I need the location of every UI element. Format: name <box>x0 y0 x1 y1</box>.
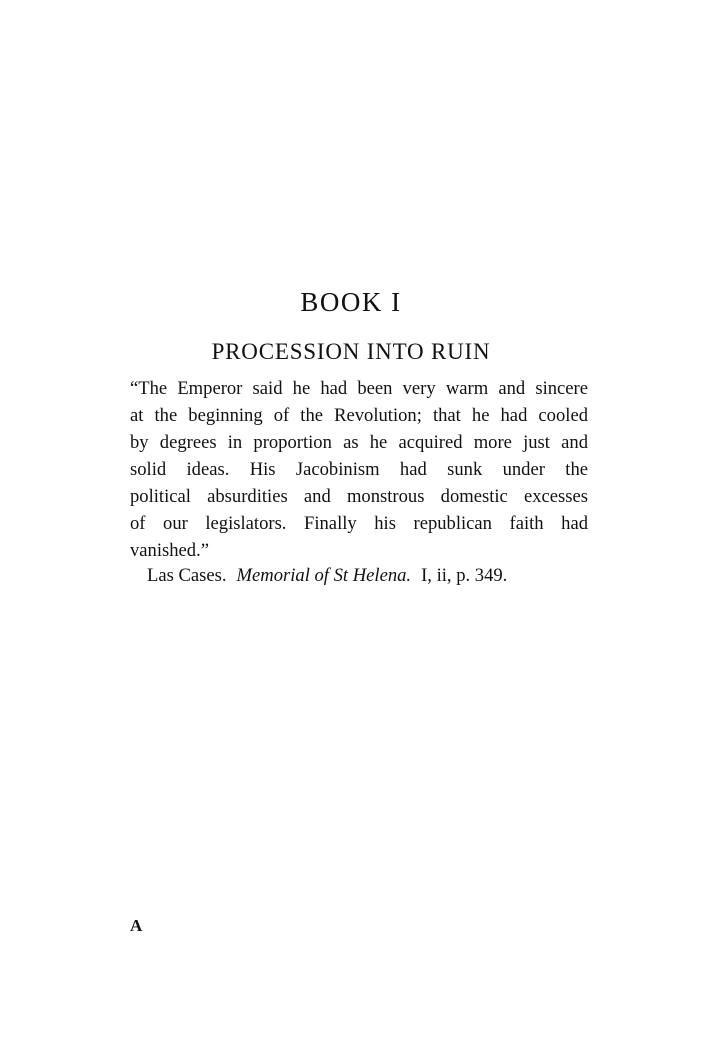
epigraph-attribution <box>147 562 507 589</box>
signature-mark: A <box>130 916 143 935</box>
epigraph-line: of our legislators. Finally his republican faith had <box>130 513 588 534</box>
book-heading: BOOK I <box>300 287 402 317</box>
attribution-source: Memorial of St Helena. <box>236 565 412 586</box>
epigraph-line: at the beginning of the Revolution; that he had cooled <box>130 405 588 426</box>
epigraph-line: “The Emperor said he had been very warm and sincere <box>130 378 588 399</box>
epigraph-line: vanished.” <box>130 540 209 561</box>
part-title: PROCESSION INTO RUIN <box>211 339 491 364</box>
epigraph-quote <box>130 375 588 564</box>
epigraph-line: by degrees in proportion as he acquired more just and <box>130 432 588 453</box>
epigraph-line: solid ideas. His Jacobinism had sunk under the <box>130 459 588 480</box>
attribution-reference: I, ii, p. 349. <box>421 565 508 586</box>
epigraph-line: political absurdities and monstrous domestic excesses <box>130 486 588 507</box>
attribution-author: Las Cases. <box>147 565 227 586</box>
